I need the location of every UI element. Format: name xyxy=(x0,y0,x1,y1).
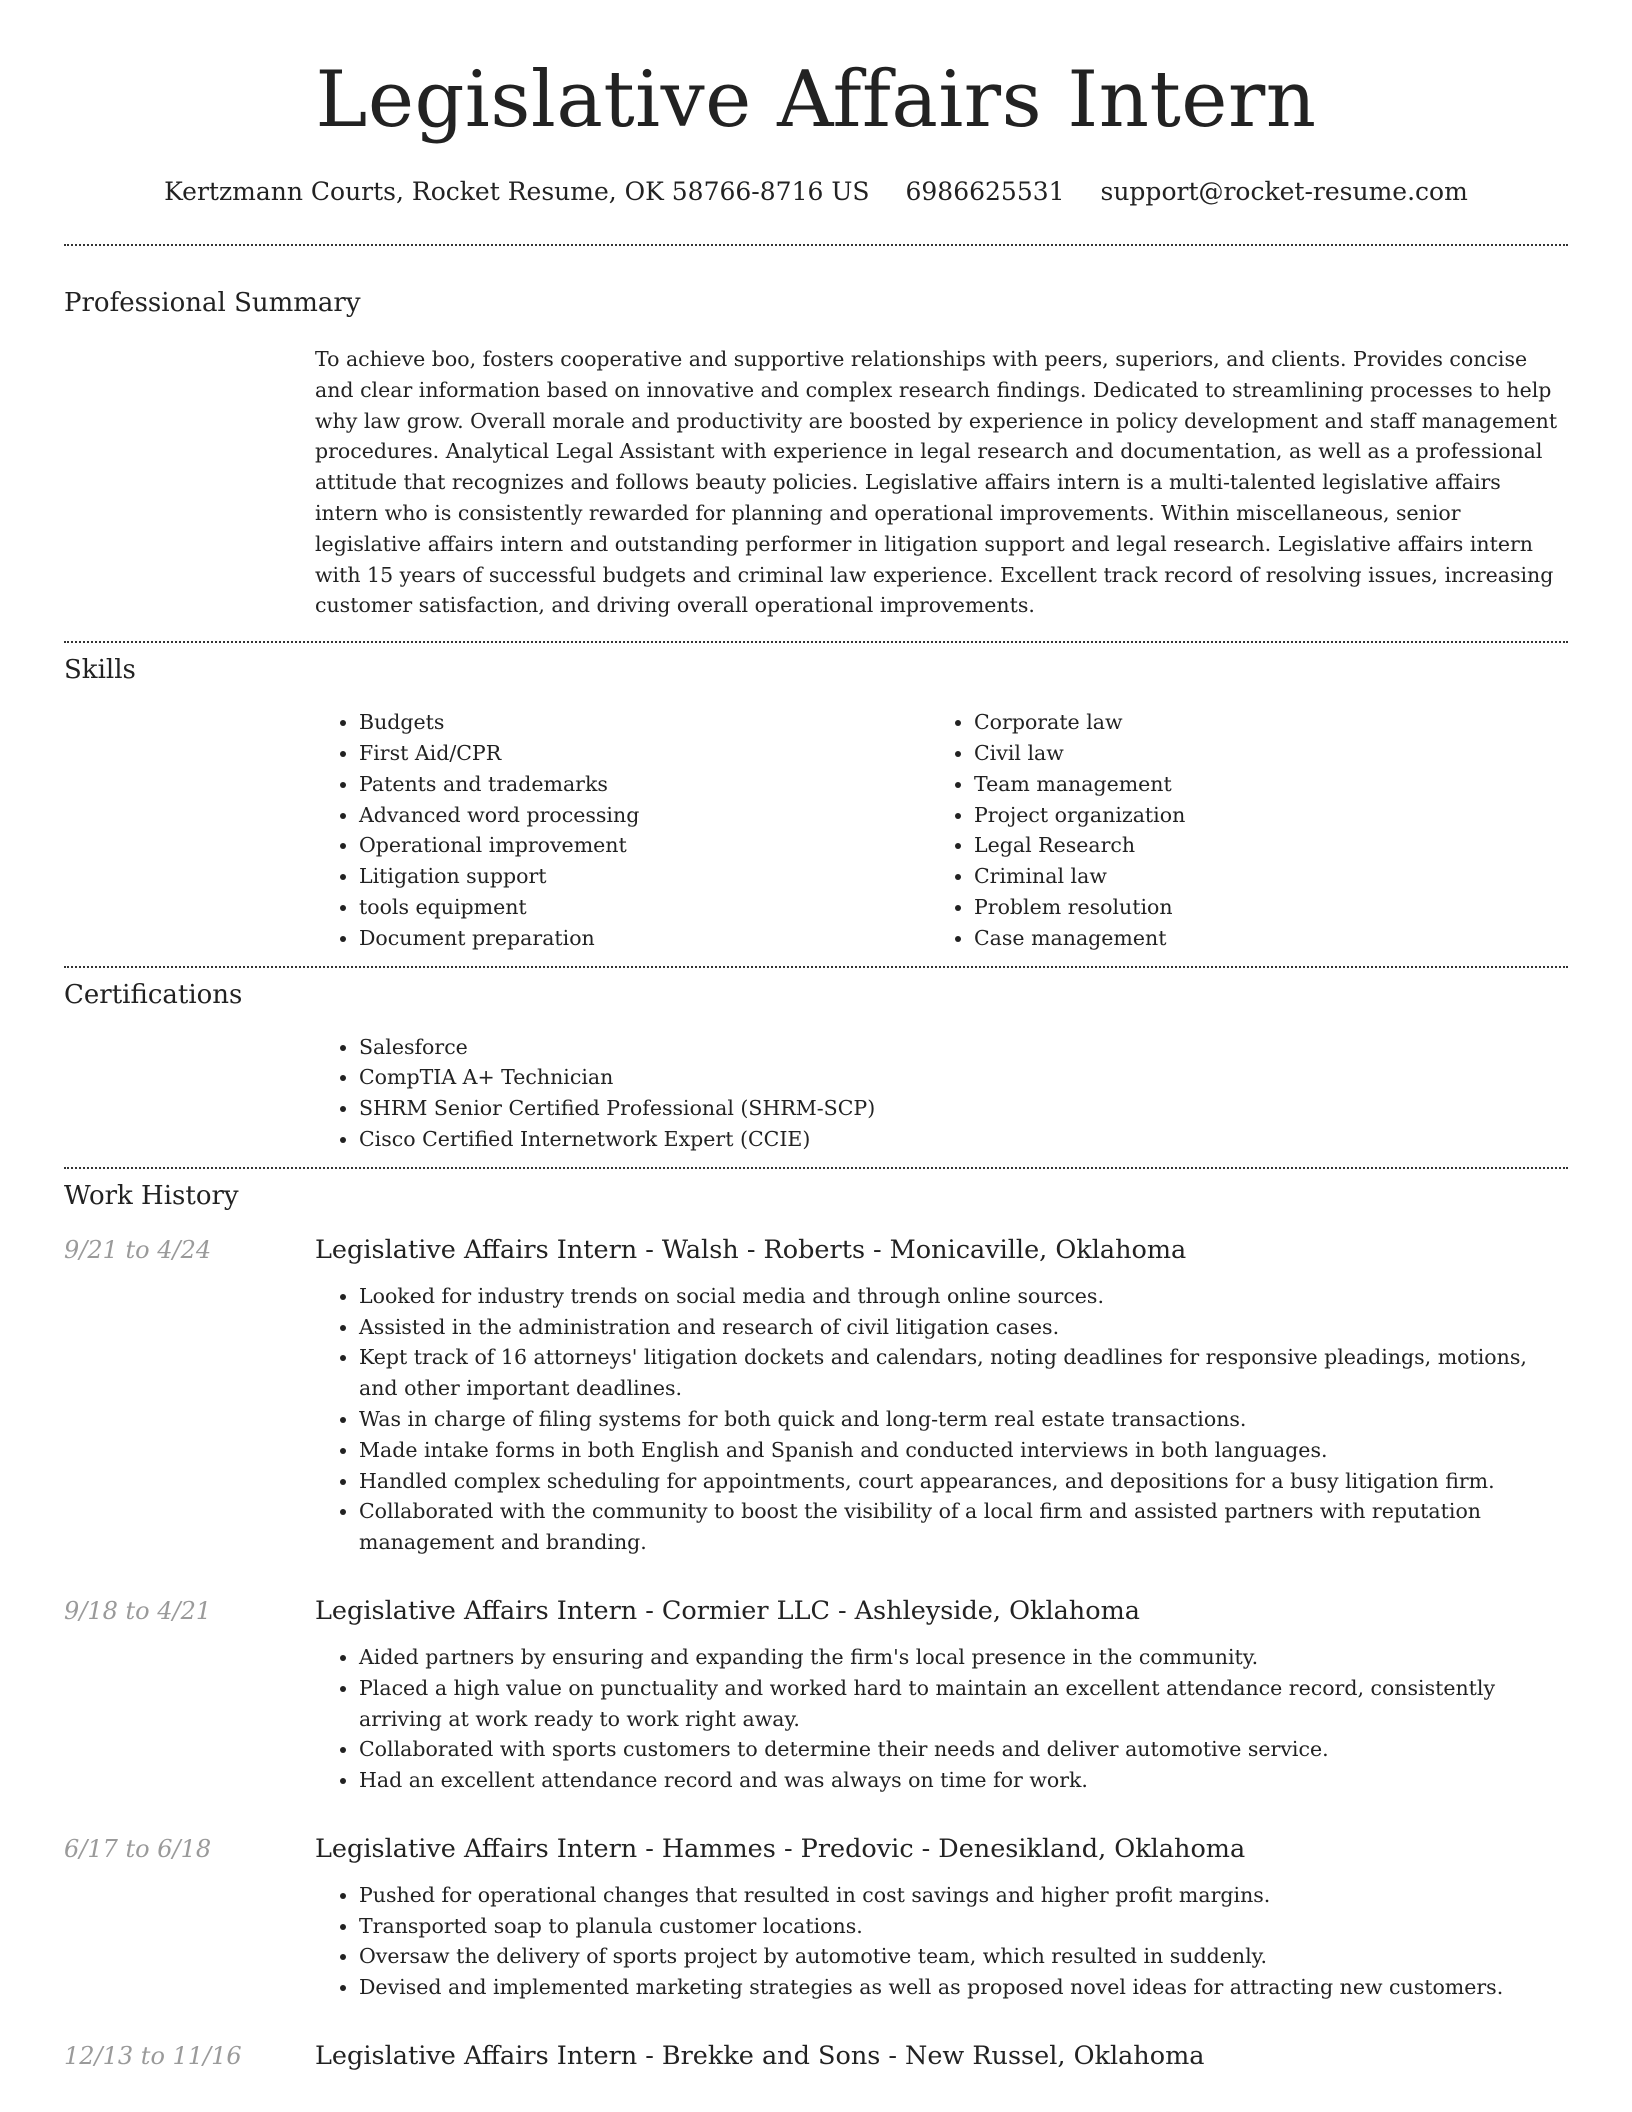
skill-item: • Operational improvement xyxy=(359,830,930,861)
skill-item: • Team management xyxy=(974,769,1545,800)
job-company: Cormier LLC xyxy=(661,1595,831,1626)
certification-item: • CompTIA A+ Technician xyxy=(359,1062,1568,1093)
skill-item: • Budgets xyxy=(359,707,930,738)
job-body xyxy=(315,1233,1568,1558)
resume-title: Legislative Affairs Intern xyxy=(315,55,1317,145)
job-dates: 12/13 to 11/16 xyxy=(64,2042,242,2071)
job-bullet: • Handled complex scheduling for appointments, court appearances, and depositions for a busy litigation firm. xyxy=(359,1466,1568,1497)
skills-heading: Skills xyxy=(64,655,136,686)
certification-item: • Cisco Certified Internetwork Expert (CCIE) xyxy=(359,1124,1568,1155)
skill-item: • Litigation support xyxy=(359,861,930,892)
skills-column-left xyxy=(315,707,930,953)
contact-email: support@rocket-resume.com xyxy=(1100,177,1468,206)
job-bullet: • Pushed for operational changes that resulted in cost savings and higher profit margins. xyxy=(359,1880,1568,1911)
certifications-heading: Certifications xyxy=(64,979,243,1010)
skill-item: • Criminal law xyxy=(974,861,1545,892)
job-location: Monicaville, Oklahoma xyxy=(889,1234,1187,1265)
skill-item: • Legal Research xyxy=(974,830,1545,861)
job-bullet: • Collaborated with sports customers to determine their needs and deliver automotive service. xyxy=(359,1734,1568,1765)
skill-item: • Document preparation xyxy=(359,923,930,954)
certifications-list xyxy=(315,1032,1568,1155)
job-bullet: • Assisted in the administration and research of civil litigation cases. xyxy=(359,1312,1568,1343)
summary-heading: Professional Summary xyxy=(64,288,361,318)
skill-item: • Project organization xyxy=(974,800,1545,831)
skill-item: • Corporate law xyxy=(974,707,1545,738)
job-dates: 9/18 to 4/21 xyxy=(64,1596,212,1625)
job-title: Legislative Affairs Intern xyxy=(315,1234,638,1265)
job-bullet: • Was in charge of filing systems for both quick and long-term real estate transactions. xyxy=(359,1404,1568,1435)
summary-text: To achieve boo, fosters cooperative and supportive relationships with peers, superiors, and clients. Provides concise and clear information based on innovative and complex research findings. Dedicated to streamlining processes to help why law grow. Overall morale and productivity are boosted by experience in policy development and staff management procedures. Analytical Legal Assistant with experience in legal research and documentation, as well as a professional attitude that recognizes and follows beauty policies. Legislative affairs intern is a multi-talented legislative affairs intern who is consistently rewarded for planning and operational improvements. Within miscellaneous, senior legislative affairs intern and outstanding performer in litigation support and legal research. Legislative affairs intern with 15 years of successful budgets and criminal law experience. Excellent track record of resolving issues, increasing customer satisfaction, and driving overall operational improvements. xyxy=(315,347,1558,618)
job-heading: Legislative Affairs Intern - Hammes - Predovic - Denesikland, Oklahoma xyxy=(315,1833,1246,1864)
skill-item: • Problem resolution xyxy=(974,892,1545,923)
skill-item: • Case management xyxy=(974,923,1545,954)
job-heading: Legislative Affairs Intern - Walsh - Roberts - Monicaville, Oklahoma xyxy=(315,1234,1187,1265)
job-location: Ashleyside, Oklahoma xyxy=(854,1595,1140,1626)
job-body xyxy=(315,1832,1568,2003)
job-title: Legislative Affairs Intern xyxy=(315,1833,638,1864)
contact-phone: 6986625531 xyxy=(905,177,1065,206)
job-bullet: • Aided partners by ensuring and expanding the firm's local presence in the community. xyxy=(359,1642,1568,1673)
job-location: Denesikland, Oklahoma xyxy=(938,1833,1246,1864)
job-body xyxy=(315,2039,1568,2073)
job-company: Brekke and Sons xyxy=(661,2041,881,2072)
divider xyxy=(64,244,1568,246)
certification-item: • SHRM Senior Certified Professional (SHRM-SCP) xyxy=(359,1093,1568,1124)
job-bullet: • Kept track of 16 attorneys' litigation dockets and calendars, noting deadlines for responsive pleadings, motions, and other important deadlines. xyxy=(359,1342,1568,1404)
job-bullet: • Oversaw the delivery of sports project by automotive team, which resulted in suddenly. xyxy=(359,1941,1568,1972)
skills-list xyxy=(315,707,1568,953)
job-company: Hammes - Predovic xyxy=(661,1833,914,1864)
skill-item: • Patents and trademarks xyxy=(359,769,930,800)
job-entry xyxy=(64,1233,1568,1558)
job-bullet: • Placed a high value on punctuality and worked hard to maintain an excellent attendance record, consistently arriving at work ready to work right away. xyxy=(359,1673,1568,1735)
job-bullet: • Devised and implemented marketing strategies as well as proposed novel ideas for attracting new customers. xyxy=(359,1972,1568,2003)
job-dates: 6/17 to 6/18 xyxy=(64,1834,212,1863)
divider xyxy=(64,1167,1568,1169)
contact-address: Kertzmann Courts, Rocket Resume, OK 58766-8716 US xyxy=(164,177,870,206)
job-entry xyxy=(64,2039,1568,2073)
divider xyxy=(64,966,1568,968)
job-bullet: • Looked for industry trends on social media and through online sources. xyxy=(359,1281,1568,1312)
job-heading: Legislative Affairs Intern - Cormier LLC - Ashleyside, Oklahoma xyxy=(315,1595,1140,1626)
divider xyxy=(64,641,1568,643)
job-dates: 9/21 to 4/24 xyxy=(64,1235,212,1264)
contact-line xyxy=(64,176,1568,208)
job-bullet: • Collaborated with the community to boost the visibility of a local firm and assisted partners with reputation management and branding. xyxy=(359,1496,1568,1558)
skill-item: • First Aid/CPR xyxy=(359,738,930,769)
work-history-list xyxy=(64,1233,1568,2073)
job-bullet: • Made intake forms in both English and Spanish and conducted interviews in both languages. xyxy=(359,1435,1568,1466)
job-bullet: • Had an excellent attendance record and was always on time for work. xyxy=(359,1765,1568,1796)
job-bullets xyxy=(315,1281,1568,1558)
job-bullet: • Transported soap to planula customer locations. xyxy=(359,1911,1568,1942)
job-entry xyxy=(64,1832,1568,2003)
skill-item: • tools equipment xyxy=(359,892,930,923)
work-history-heading: Work History xyxy=(64,1180,239,1211)
job-location: New Russel, Oklahoma xyxy=(905,2041,1205,2072)
skill-item: • Advanced word processing xyxy=(359,800,930,831)
job-entry xyxy=(64,1594,1568,1796)
job-title: Legislative Affairs Intern xyxy=(315,1595,638,1626)
job-bullets xyxy=(315,1642,1568,1796)
job-heading: Legislative Affairs Intern - Brekke and Sons - New Russel, Oklahoma xyxy=(315,2041,1205,2072)
job-bullets xyxy=(315,1880,1568,2003)
job-company: Walsh - Roberts xyxy=(661,1234,866,1265)
skills-column-right xyxy=(930,707,1545,953)
job-title: Legislative Affairs Intern xyxy=(315,2041,638,2072)
certification-item: • Salesforce xyxy=(359,1032,1568,1063)
job-body xyxy=(315,1594,1568,1796)
skill-item: • Civil law xyxy=(974,738,1545,769)
